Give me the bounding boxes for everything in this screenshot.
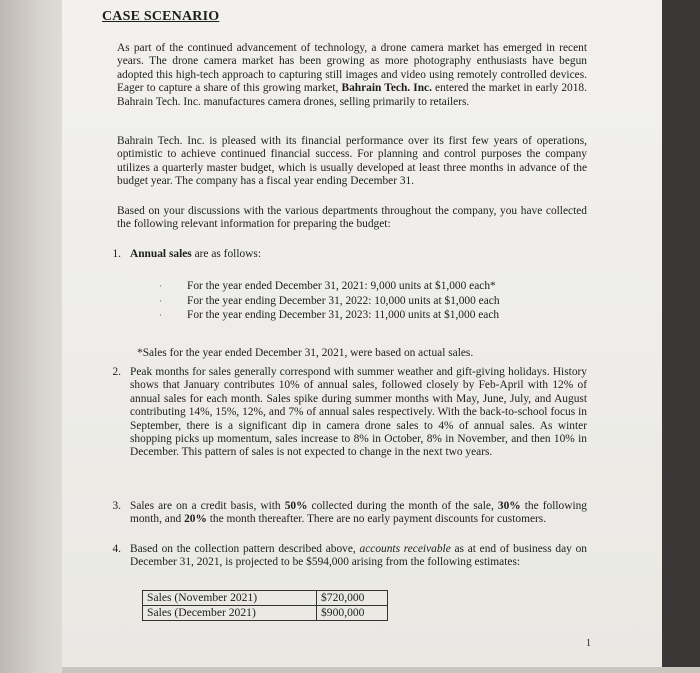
item-number: 1.	[112, 248, 121, 260]
item-number: 4.	[112, 543, 121, 555]
table-row	[143, 606, 388, 621]
credit-text-e: the month thereafter. There are no early payment discounts for customers.	[206, 513, 547, 526]
receivables-text-b: as at end of business day on December 31, 2021, is projected to be $594,000 arising from the following estimates:	[130, 543, 587, 569]
discussion-paragraph: Based on your discussions with the various departments throughout the company, you have collected the following relevant information for preparing the budget:	[117, 205, 587, 231]
list-item	[147, 308, 500, 323]
desk-left-edge	[0, 0, 62, 673]
intro-text-a: As part of the continued advancement of technology, a drone camera market has emerged in recent years. The drone camera market has been growing as more photography enthusiasts have begun adopted this high-tech approach to capturing still images and video using remotely controlled devices. Eager to capture a share of this growing market,	[117, 42, 587, 95]
accounts-receivable-term: accounts receivable	[359, 543, 451, 555]
item-number: 2.	[112, 366, 121, 378]
estimate-value: $900,000	[317, 606, 388, 621]
intro-paragraph	[117, 42, 587, 109]
page-title: CASE SCENARIO	[102, 9, 220, 24]
annual-sales-list	[147, 279, 500, 323]
receivables-text-a: Based on the collection pattern described above,	[130, 543, 360, 555]
bullet-icon: ·	[159, 281, 162, 291]
intro-text-b: entered the market in early 2018. Bahrain Tech. Inc. manufactures camera drones, selling primarily to retailers.	[117, 82, 587, 108]
pct-month-of-sale: 50%	[284, 500, 308, 512]
annual-sales-text: are as follows:	[191, 248, 262, 260]
table-row	[143, 591, 388, 606]
list-item	[147, 279, 500, 294]
sales-estimates-table	[142, 590, 388, 621]
background-right	[662, 0, 700, 673]
pct-following-month: 30%	[497, 500, 521, 512]
credit-text-a: Sales are on a credit basis, with	[130, 500, 285, 512]
credit-text-c: collected during the month of the sale,	[307, 500, 498, 512]
background-bottom	[62, 667, 700, 673]
sales-footnote: *Sales for the year ended December 31, 2021, were based on actual sales.	[137, 347, 474, 359]
estimate-label: Sales (November 2021)	[143, 591, 317, 606]
performance-paragraph: Bahrain Tech. Inc. is pleased with its financial performance over its first few years of operations, optimistic to achieve continued financial success. For planning and control purposes the company utilizes a quarterly master budget, which is usually developed at least three months in advance of the budget year. The company has a fiscal year ending December 31.	[117, 135, 587, 188]
sales-line-2023: For the year ending December 31, 2023: 11,000 units at $1,000 each	[187, 309, 500, 322]
annual-sales-label: Annual sales	[130, 248, 192, 260]
bullet-icon: ·	[159, 295, 162, 306]
list-item	[147, 294, 500, 309]
document-page	[62, 0, 662, 667]
peak-months-text: Peak months for sales generally correspond with summer weather and gift-giving holidays. History shows that January contributes 10% of annual sales, followed closely by Feb-April with 12% of annual sales for each month. Sales spike during summer months with May, June, July, and August contributing 14%, 15%, 12%, and 7% of annual sales respectively. With the back-to-school focus in September, there is a significant dip in camera drone sales to 4% of annual sales. As winter shopping picks up momentum, sales increase to 8% in October, 8% in November, and then 10% in December. This pattern of sales is not expected to change in the next two years.	[130, 366, 587, 459]
credit-text-d: the following month, and	[130, 500, 588, 526]
pct-month-thereafter: 20%	[184, 513, 207, 526]
estimate-label: Sales (December 2021)	[143, 606, 317, 621]
sales-line-2021: For the year ended December 31, 2021: 9,000 units at $1,000 each*	[187, 280, 496, 292]
company-name: Bahrain Tech. Inc.	[341, 82, 432, 95]
item-number: 3.	[112, 500, 121, 512]
page-number: 1	[586, 638, 591, 649]
bullet-icon: ·	[159, 310, 162, 321]
estimate-value: $720,000	[317, 591, 388, 606]
sales-line-2022: For the year ending December 31, 2022: 10,000 units at $1,000 each	[187, 294, 500, 307]
